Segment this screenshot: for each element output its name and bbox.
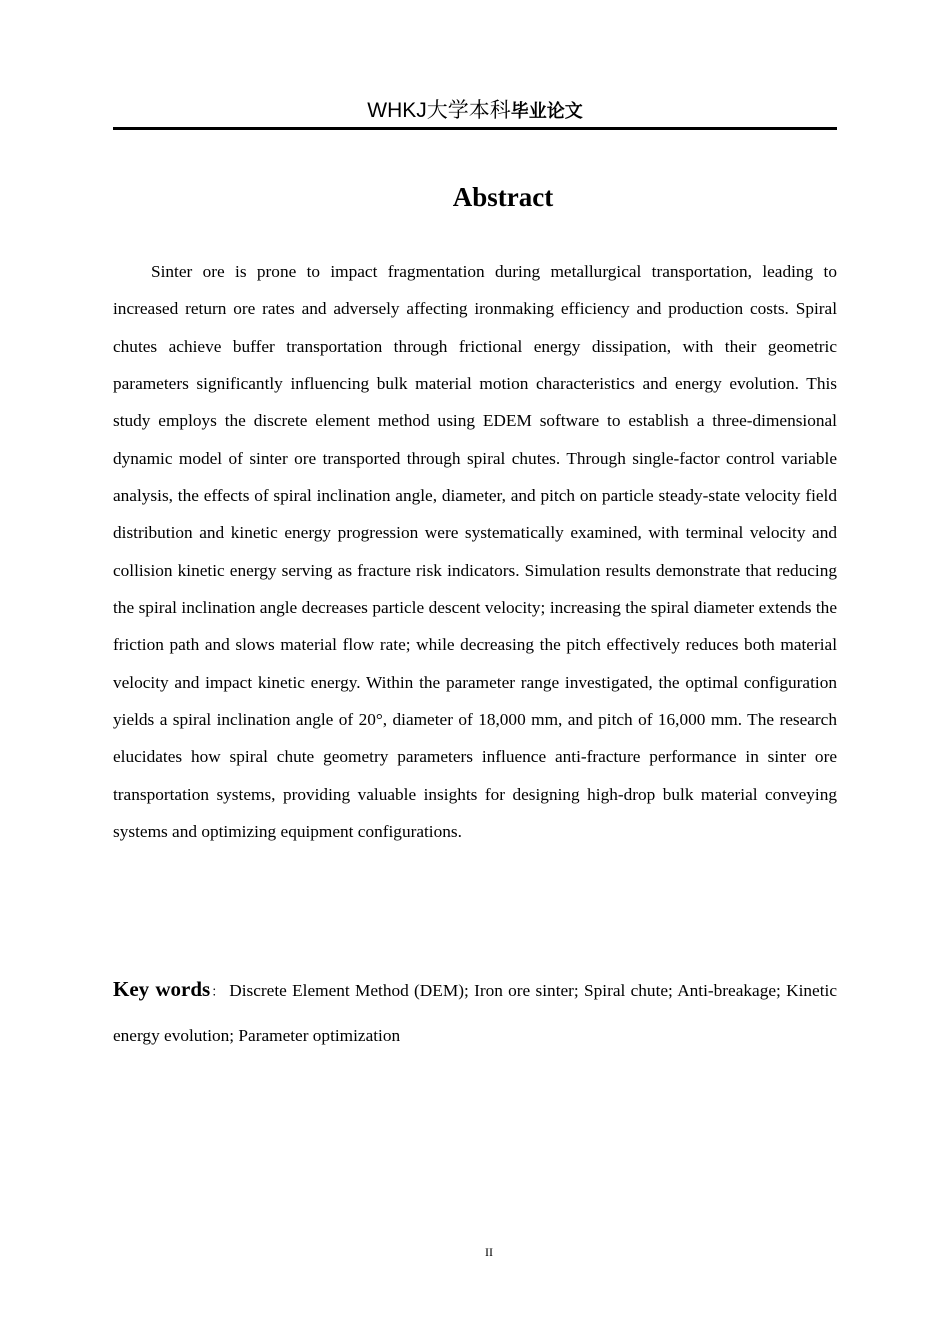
keywords-label: Key words xyxy=(113,977,211,1001)
abstract-paragraph: Sinter ore is prone to impact fragmentation during metallurgical transportation, leading to increased return ore rates and adversely affecting ironmaking efficiency and production costs. Spiral chutes achieve buffer transportation through frictional energy dissipation, with their geometric parameters significantly influencing bulk material motion characteristics and energy evolution. This study employs the discrete element method using EDEM software to establish a three-dimensional dynamic model of sinter ore transported through spiral chutes. Through single-factor control variable analysis, the effects of spiral inclination angle, diameter, and pitch on particle steady-state velocity field distribution and kinetic energy progression were systematically examined, with terminal velocity and collision kinetic energy serving as fracture risk indicators. Simulation results demonstrate that reducing the spiral inclination angle decreases particle descent velocity; increasing the spiral diameter extends the friction path and slows material flow rate; while decreasing the pitch effectively reduces both material velocity and impact kinetic energy. Within the parameter range investigated, the optimal configuration yields a spiral inclination angle of 20°, diameter of 18,000 mm, and pitch of 16,000 mm. The research elucidates how spiral chute geometry parameters influence anti-fracture performance in sinter ore transportation systems, providing valuable insights for designing high-drop bulk material conveying systems and optimizing equipment configurations. xyxy=(113,262,837,842)
page-title: Abstract xyxy=(452,182,554,212)
header-thesis-text: 毕业论文 xyxy=(510,101,583,122)
running-header xyxy=(113,96,837,126)
keywords-text: Discrete Element Method (DEM); Iron ore sinter; Spiral chute; Anti-breakage; Kinetic energy evolution; Parameter optimization xyxy=(113,981,837,1045)
keywords-separator: ： xyxy=(210,985,226,1000)
keywords-paragraph xyxy=(113,968,837,1057)
page-number: II xyxy=(485,1245,493,1259)
header-institution-code: WHKJ xyxy=(367,99,427,122)
header-rule xyxy=(113,127,837,130)
header-university-text: 大学本科 xyxy=(426,98,511,122)
